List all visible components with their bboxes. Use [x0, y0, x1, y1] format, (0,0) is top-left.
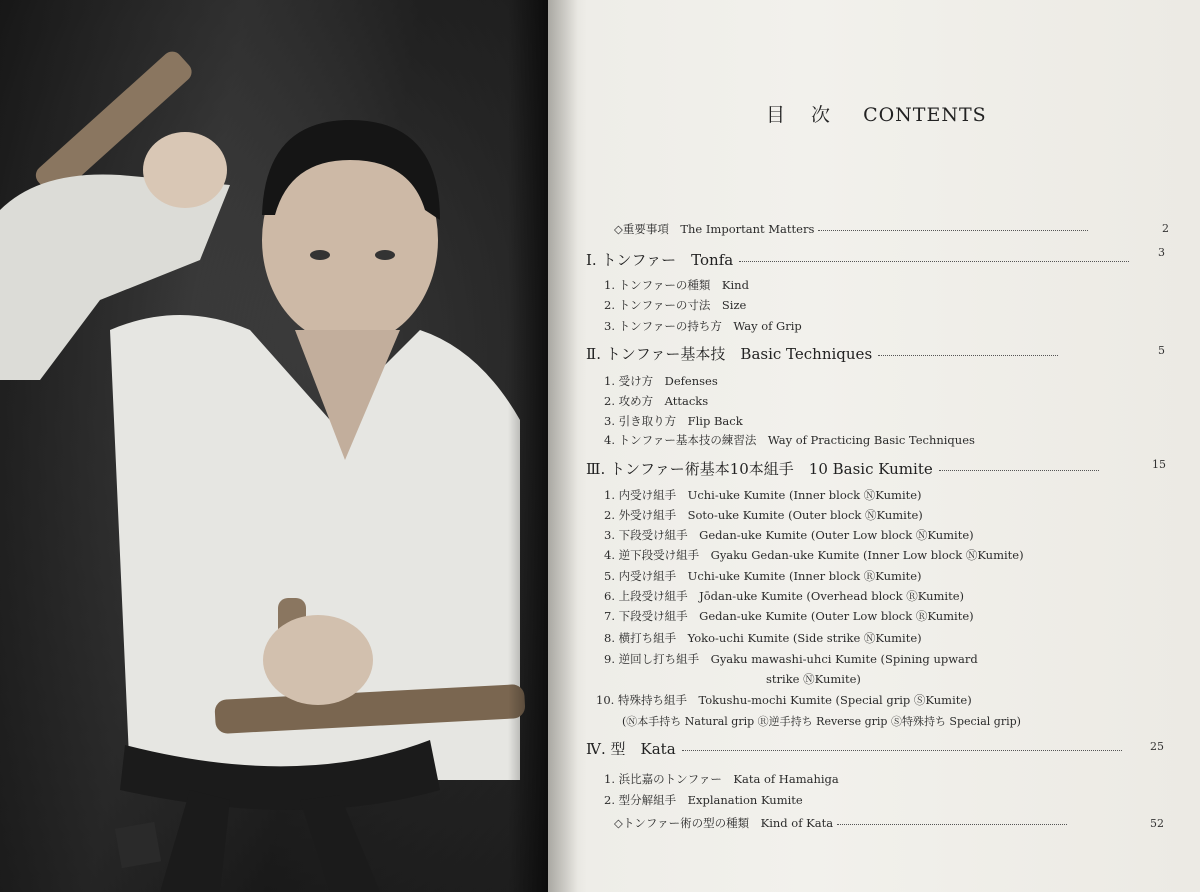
title-jp: 目次	[766, 104, 857, 126]
important-label: ◇重要事項 The Important Matters	[614, 222, 815, 236]
list-item: 1. トンファーの種類 Kind	[604, 278, 749, 292]
karateka-photo	[0, 0, 548, 892]
list-item: 2. トンファーの寸法 Size	[604, 298, 747, 312]
list-item: 3. トンファーの持ち方 Way of Grip	[604, 319, 802, 333]
section-4-page: 25	[1150, 740, 1164, 753]
list-item: 7. 下段受け組手 Gedan-uke Kumite (Outer Low block ⓇKumite)	[604, 609, 974, 623]
list-item: 5. 内受け組手 Uchi-uke Kumite (Inner block ⓇKumite)	[604, 569, 922, 583]
list-item: 4. トンファー基本技の練習法 Way of Practicing Basic Techniques	[604, 433, 975, 447]
list-item: 2. 外受け組手 Soto-uke Kumite (Outer block ⓃKumite)	[604, 508, 923, 522]
list-item: 1. 内受け組手 Uchi-uke Kumite (Inner block ⓃKumite)	[604, 488, 922, 502]
list-item: 9. 逆回し打ち組手 Gyaku mawashi-uhci Kumite (Spining upward	[604, 652, 978, 666]
list-item: 1. 浜比嘉のトンファー Kata of Hamahiga	[604, 772, 839, 786]
list-item: 2. 攻め方 Attacks	[604, 394, 709, 408]
contents-page	[548, 0, 1200, 892]
gutter-shadow	[548, 0, 578, 892]
important-matters-entry	[614, 221, 1092, 237]
list-item: 2. 型分解組手 Explanation Kumite	[604, 793, 803, 807]
section-1-heading: Ⅰ. トンファー Tonfa	[586, 249, 1129, 270]
section-1-page: 3	[1158, 246, 1165, 259]
leader-dots	[837, 824, 1067, 825]
section-2-page: 5	[1158, 344, 1165, 357]
leader-dots	[818, 230, 1088, 231]
list-item-continuation: strike ⓃKumite)	[766, 672, 861, 686]
section-3-page: 15	[1152, 458, 1166, 471]
list-item: 6. 上段受け組手 Jōdan-uke Kumite (Overhead block ⓇKumite)	[604, 589, 964, 603]
kind-of-kata-entry	[614, 815, 1071, 831]
list-item: 4. 逆下段受け組手 Gyaku Gedan-uke Kumite (Inner Low block ⓃKumite)	[604, 548, 1024, 562]
photo-page	[0, 0, 548, 892]
kind-of-kata-page: 52	[1150, 817, 1164, 830]
section-3-heading: Ⅲ. トンファー術基本10本組手 10 Basic Kumite	[586, 458, 1099, 479]
list-item: 8. 横打ち組手 Yoko-uchi Kumite (Side strike ⓃKumite)	[604, 631, 922, 645]
page-gutter	[508, 0, 548, 892]
title-en: CONTENTS	[863, 104, 987, 126]
list-item: 10. 特殊持ち組手 Tokushu-mochi Kumite (Special grip ⓈKumite)	[596, 693, 972, 707]
list-item: 1. 受け方 Defenses	[604, 374, 718, 388]
contents-title	[766, 100, 987, 127]
list-item: 3. 下段受け組手 Gedan-uke Kumite (Outer Low block ⓃKumite)	[604, 528, 974, 542]
important-page: 2	[1162, 222, 1169, 235]
section-2-heading: Ⅱ. トンファー基本技 Basic Techniques	[586, 343, 1058, 364]
list-item: 3. 引き取り方 Flip Back	[604, 414, 743, 428]
kind-of-kata-label: ◇トンファー術の型の種類 Kind of Kata	[614, 816, 834, 830]
section-4-heading: Ⅳ. 型 Kata	[586, 738, 1122, 759]
grip-legend: (Ⓝ本手持ち Natural grip Ⓡ逆手持ち Reverse grip Ⓢ特殊持ち Special grip)	[622, 715, 1021, 728]
